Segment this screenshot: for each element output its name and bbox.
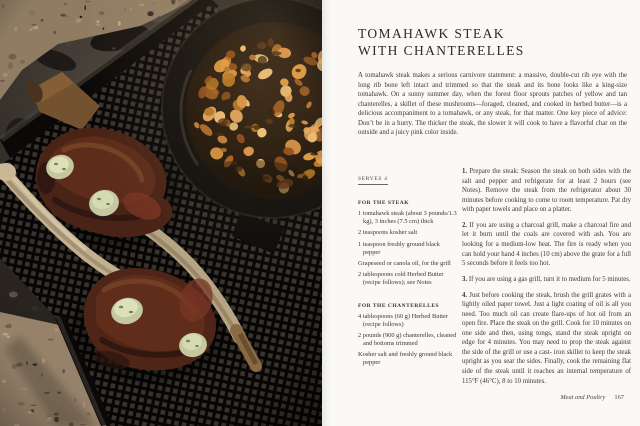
ingredient-item: 2 pounds (900 g) chanterelles, cleaned and bottoms trimmed [358,331,457,347]
ingredients-heading-steak: FOR THE STEAK [358,200,410,206]
step-number: 1. [462,168,468,175]
recipe-page [322,0,640,426]
title-line-1: TOMAHAWK STEAK [358,26,505,41]
ingredient-item: 1 tomahawk steak (about 3 pounds/1.3 kg), 3 inches (7.5 cm) thick [358,210,457,226]
step-number: 4. [462,291,468,299]
ingredient-item: 1 teaspoon freshly ground black pepper [358,240,440,256]
directions-column [462,167,631,392]
ingredients-heading-chanterelles: FOR THE CHANTERELLES [358,302,440,309]
step-text: If you are using a charcoal grill, make a charcoal fire and let it burn until the coals are covered with ash. You are looking for a medium-low heat. The fire is ready when you can hold your hand 4 inches (10 cm) above the grate for a full 5 seconds before it feels too hot. [462,221,632,268]
running-head: Meat and Poultry [560,394,606,401]
step-text: Just before cooking the steak, brush the grill grates with a lightly oiled paper towel. Just a light coating of oil is all you need. Too much oil can create flare-ups of hot oil from an open fire. Place the steak on the grill. Cook for 10 minutes on one side and then, using tongs, stand the steak upright on edge for 4 minutes. You may need to prop the steak against the side of the grill or use a cast- iron skillet to keep the steak upright as you sear the sides. Finally, cook the remaining flat side of the steak until it reaches an internal temperature of 115°F (46°C), 8 to 10 minutes. [462,291,631,385]
serves-label: SERVES 4 [358,176,388,185]
step-number: 2. [462,221,468,229]
direction-step [462,167,631,215]
page-footer [560,394,624,401]
ingredients-column [358,167,457,371]
recipe-title [358,26,525,59]
direction-step [462,275,631,285]
step-text: If you are using a gas grill, turn it to medium for 5 minutes. [468,275,631,283]
ingredient-item: Kosher salt and freshly ground black pepper [358,351,453,367]
step-text: Prepare the steak: Season the steak on both sides with the salt and pepper and refrigerate for at least 2 hours (see Notes). Remove the steak from the refrigerator about 30 minutes before cooking to come to room temperature. Pat dry with paper towels and place on a platter. [462,168,632,214]
ingredient-item: Grapeseed or canola oil, for the grill [358,260,451,268]
title-line-2: WITH CHANTERELLES [358,42,525,58]
page-number: 167 [614,394,624,401]
recipe-intro: A tomahawk steak makes a serious carnivore statement: a massive, double-cut rib eye with the long rib bone left intact and trimmed so that the steak and its bone looks like a king-size tomahawk. On a sunny summer day, when the forest floor sprouts patches of yellow and tan chanterelles, a skillet of these mushrooms—foraged, cleaned, and cooked in herbed butter—is a delicious accompaniment to a tomahawk, or any steak, for that matter. One key piece of advice: Don’t be in a hurry. The thicker the steak, the slower it will cook to have a flavorful char on the outside and a juicy pink color inside. [358,72,627,137]
direction-step [462,291,631,386]
ingredient-item: 2 tablespoons cold Herbed Butter (recipe follows); see Notes [358,271,444,287]
ingredient-item: 4 tablespoons (60 g) Herbed Butter (recipe follows) [358,312,448,328]
direction-step [462,221,631,269]
step-number: 3. [462,275,468,283]
ingredient-item: 2 teaspoons kosher salt [358,229,418,237]
